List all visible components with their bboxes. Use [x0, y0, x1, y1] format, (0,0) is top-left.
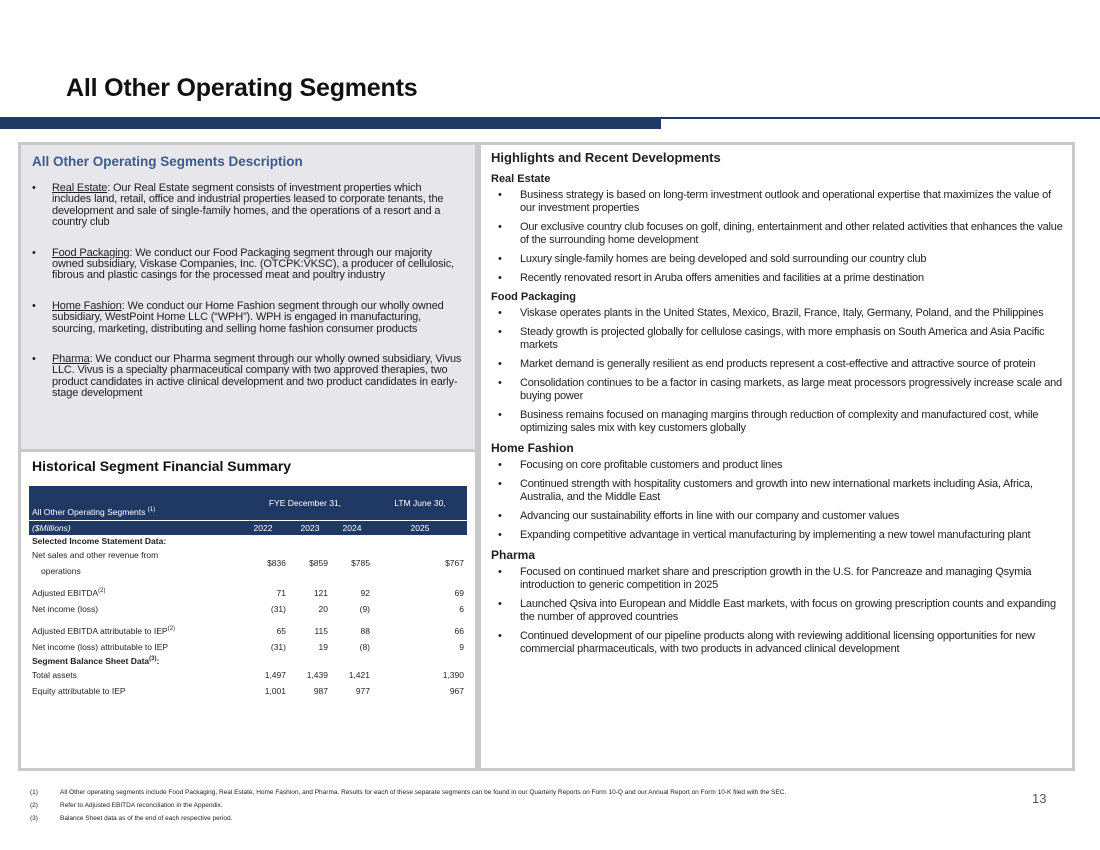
description-title: All Other Operating Segments Description — [32, 154, 303, 169]
list-item: • Expanding competitive advantage in vertical manufacturing by implementing a new towel manufacturing plant — [491, 529, 1066, 542]
table-header-label: All Other Operating Segments $^{(1)}$ — [29, 486, 237, 520]
description-item-food-packaging — [30, 248, 462, 282]
list-item: • Focused on continued market share and prescription growth in the U.S. for Pancreaze and managing Qsymia introduction to generic competition in 2025 — [491, 566, 1066, 592]
table-row: Net sales and other revenue from $836 $859 $785 $767 — [32, 550, 464, 568]
highlights-list — [491, 189, 1066, 285]
footnote: (3) Balance Sheet data as of the end of each respective period. — [30, 815, 233, 822]
highlights-body — [491, 170, 1066, 662]
section-heading-home-fashion: Home Fashion — [491, 441, 574, 455]
table-row-continuation: operations — [41, 566, 81, 576]
description-item-label: Pharma — [52, 353, 90, 366]
financial-summary-title: Historical Segment Financial Summary — [32, 458, 292, 474]
year-2023: 2023 — [289, 520, 331, 535]
title-underline-bar — [0, 117, 661, 129]
table-row: Net income (loss) (31) 20 (9) 6 — [32, 604, 464, 614]
description-item-pharma — [30, 354, 462, 400]
list-item: • Viskase operates plants in the United States, Mexico, Brazil, France, Italy, Germany, Poland, and the Philippines — [491, 307, 1066, 320]
table-row: Adjusted EBITDA$^{(2)}$ 71 121 92 69 — [32, 588, 464, 598]
title-underline-rule — [661, 117, 1100, 119]
financial-summary-panel — [18, 449, 478, 771]
list-item: • Continued strength with hospitality customers and growth into new international markets including Asia, Africa, Australia, and the Middle East — [491, 478, 1066, 504]
section-heading-real-estate: Real Estate — [491, 173, 551, 185]
list-item: • Advancing our sustainability efforts in line with our company and customer values — [491, 510, 1066, 523]
list-item: • Recently renovated resort in Aruba offers amenities and facilities at a prime destination — [491, 272, 1066, 285]
list-item: • Continued development of our pipeline products along with reviewing additional licensing opportunities for new commercial pharmaceuticals, with two products in advanced clinical development — [491, 630, 1066, 656]
list-item: • Consolidation continues to be a factor in casing markets, as large meat processors progressively increase scale and buying power — [491, 377, 1066, 403]
highlights-panel — [478, 142, 1075, 771]
footnotes — [30, 789, 1030, 828]
description-item-text: : Our Real Estate segment consists of investment properties which includes land, retail, office and industrial properties leased to corporate tenants, the development and sale of single-family homes, and the operations of a resort and a country club — [52, 182, 444, 229]
description-panel — [18, 142, 478, 452]
section-row: Selected Income Statement Data: — [32, 536, 167, 546]
list-item: • Our exclusive country club focuses on golf, dining, entertainment and other related activities that enhances the value of the surrounding home development — [491, 221, 1066, 247]
table-year-row — [29, 520, 467, 535]
description-item-text: : We conduct our Pharma segment through our wholly owned subsidiary, Vivus LLC. Vivus is a specialty pharmaceutical company with two approved therapies, two product candidates in active clinical development and two product candidates in early-stage development — [52, 353, 462, 400]
year-2024: 2024 — [331, 520, 373, 535]
fye-header: FYE December 31, — [237, 486, 373, 520]
list-item: • Steady growth is projected globally for cellulose casings, with more emphasis on South America and Asia Pacific markets — [491, 326, 1066, 352]
description-item-real-estate — [30, 183, 462, 229]
footnote: (2) Refer to Adjusted EBITDA reconciliation in the Appendix. — [30, 802, 223, 809]
list-item: • Launched Qsiva into European and Middle East markets, with focus on growing prescription counts and expanding the number of approved countries — [491, 598, 1066, 624]
table-row: Equity attributable to IEP 1,001 987 977 967 — [32, 686, 464, 696]
list-item: • Business remains focused on managing margins through reduction of complexity and manufactured cost, while optimizing sales mix with key customers globally — [491, 409, 1066, 435]
section-row: Segment Balance Sheet Data$^{(3)}$: — [32, 656, 160, 666]
description-item-text: : We conduct our Food Packaging segment through our majority owned subsidiary, Viskase Companies, Inc. (OTCPK:VKSC), a producer of cellulosic, fibrous and plastic casings for the processed meat and poultry industry — [52, 246, 454, 282]
page-title: All Other Operating Segments — [66, 74, 418, 102]
highlights-title: Highlights and Recent Developments — [491, 150, 721, 165]
description-item-label: Food Packaging — [52, 246, 130, 259]
description-list — [30, 183, 462, 419]
description-item-home-fashion — [30, 301, 462, 335]
highlights-list — [491, 307, 1066, 435]
units-label: ($Millions) — [29, 520, 237, 535]
ltm-header: LTM June 30, — [373, 486, 467, 520]
table-header-row — [29, 486, 467, 520]
table-row: Adjusted EBITDA attributable to IEP$^{(2)}$ 65 115 88 66 — [32, 626, 464, 636]
section-heading-food-packaging: Food Packaging — [491, 291, 576, 303]
page-number: 13 — [1032, 791, 1047, 806]
footnote: (1) All Other operating segments include Food Packaging, Real Estate, Home Fashion, and Pharma. Results for each of these separate segments can be found in our Quarterly Reports on Form 10-Q and our Annual Report on Form 10-K filed with the SEC. — [30, 789, 787, 796]
list-item: • Market demand is generally resilient as end products represent a cost-effective and attractive source of protein — [491, 358, 1066, 371]
description-item-label: Home Fashion — [52, 299, 122, 312]
list-item: • Focusing on core profitable customers and product lines — [491, 459, 1066, 472]
description-item-text: : We conduct our Home Fashion segment through our wholly owned subsidiary, WestPoint Home LLC (“WPH”). WPH is engaged in manufacturing, sourcing, marketing, distributing and selling home fashion consumer products — [52, 299, 444, 335]
section-heading-pharma: Pharma — [491, 548, 536, 562]
table-row: Total assets 1,497 1,439 1,421 1,390 — [32, 670, 464, 680]
description-item-label: Real Estate — [52, 182, 108, 194]
year-2025: 2025 — [373, 520, 467, 535]
table-row: Net income (loss) attributable to IEP (31) 19 (8) 9 — [32, 642, 464, 652]
highlights-list — [491, 459, 1066, 542]
year-2022: 2022 — [237, 520, 289, 535]
list-item: • Business strategy is based on long-term investment outlook and operational expertise that maximizes the value of our investment properties — [491, 189, 1066, 215]
list-item: • Luxury single-family homes are being developed and sold surrounding our country club — [491, 253, 1066, 266]
highlights-list — [491, 566, 1066, 656]
financial-table — [29, 486, 467, 699]
